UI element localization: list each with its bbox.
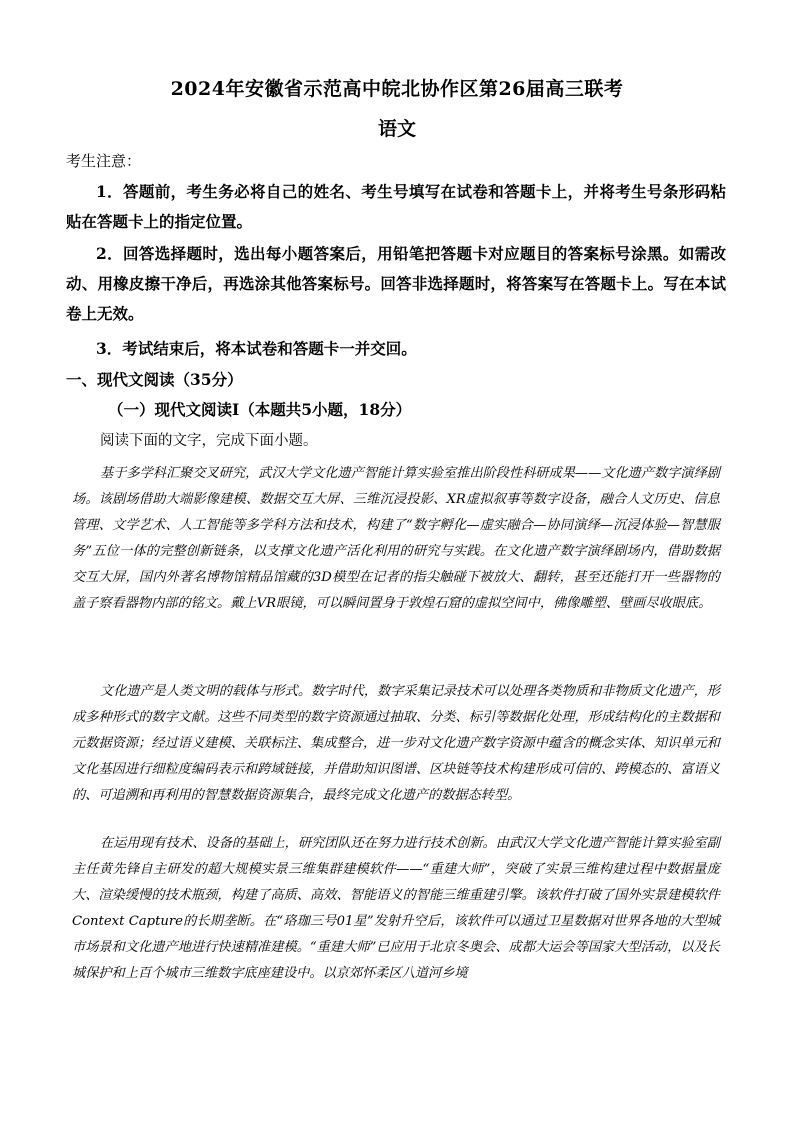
passage-paragraph-2: 文化遗产是人类文明的载体与形式。数字时代，数字采集记录技术可以处理各类物质和非物质文化遗产，形成多种形式的数字文献。这些不同类型的数字资源通过抽取、分类、标引等数据化处理，形成结构化的主数据和元数据资源；经过语义建模、关联标注、集成整合，进一步对文化遗产数字资源中蕴含的概念实体、知识单元和文化基因进行细粒度编码表示和跨域链接，并借助知识图谱、区块链等技术构建形成可信的、跨模态的、富语义的、可追溯和再利用的智慧数据资源集合，最终完成文化遗产的数据态转型。 [72, 684, 720, 803]
section-title: 一、现代文阅读（35分） [66, 370, 243, 389]
notice-heading: 考生注意： [66, 152, 142, 170]
notice-item-1: 1．答题前，考生务必将自己的姓名、考生号填写在试卷和答题卡上，并将考生号条形码粘贴在答题卡上的指定位置。 [66, 182, 726, 231]
passage-paragraph-1: 基于多学科汇聚交叉研究，武汉大学文化遗产智能计算实验室推出阶段性科研成果——文化遗产数字演绎剧场。该剧场借助大端影像建模、数据交互大屏、三维沉浸投影、XR虚拟叙事等数字设备，融合人文历史、信息管理、文学艺术、人工智能等多学科方法和技术，构建了“数字孵化—虚实融合—协同演绎—沉浸体验—智慧服务”五位一体的完整创新链条，以支撑文化遗产活化利用的研究与实践。在文化遗产数字演绎剧场内，借助数据交互大屏，国内外著名博物馆精品馆藏的3D模型在记者的指尖触碰下被放大、翻转，甚至还能打开一些器物的盖子察看器物内部的铭文。戴上VR眼镜，可以瞬间置身于敦煌石窟的虚拟空间中，佛像雕塑、壁画尽收眼底。 [72, 466, 720, 611]
reading-instruction: 阅读下面的文字，完成下面小题。 [100, 433, 318, 449]
notice-item-3: 3．考试结束后，将本试卷和答题卡一并交回。 [96, 339, 417, 358]
exam-title: 2024年安徽省示范高中皖北协作区第26届高三联考 [170, 78, 624, 100]
passage-paragraph-3: 在运用现有技术、设备的基础上，研究团队还在努力进行技术创新。由武汉大学文化遗产智能计算实验室副主任黄先锋自主研发的超大规模实景三维集群建模软件——“重建大师”，突破了实景三维构建过程中数据量庞大、渲染缓慢的技术瓶颈，构建了高质、高效、智能语义的智能三维重建引擎。该软件打破了国外实景建模软件Context Capture的长期垄断。在“珞珈三号01星”发射升空后，该软件可以通过卫星数据对世界各地的大型城市场景和文化遗产地进行快速精准建模。“重建大师”已应用于北京冬奥会、成都大运会等国家大型活动，以及长城保护和上百个城市三维数字底座建设中。以京郊怀柔区八道河乡境 [72, 836, 720, 981]
exam-subject: 语文 [377, 118, 416, 140]
notice-item-2: 2．回答选择题时，选出每小题答案后，用铅笔把答题卡对应题目的答案标号涂黑。如需改动、用橡皮擦干净后，再选涂其他答案标号。回答非选择题时，将答案写在答题卡上。写在本试卷上无效。 [66, 244, 726, 323]
subsection-title: （一）现代文阅读Ⅰ（本题共5小题，18分） [108, 400, 412, 419]
